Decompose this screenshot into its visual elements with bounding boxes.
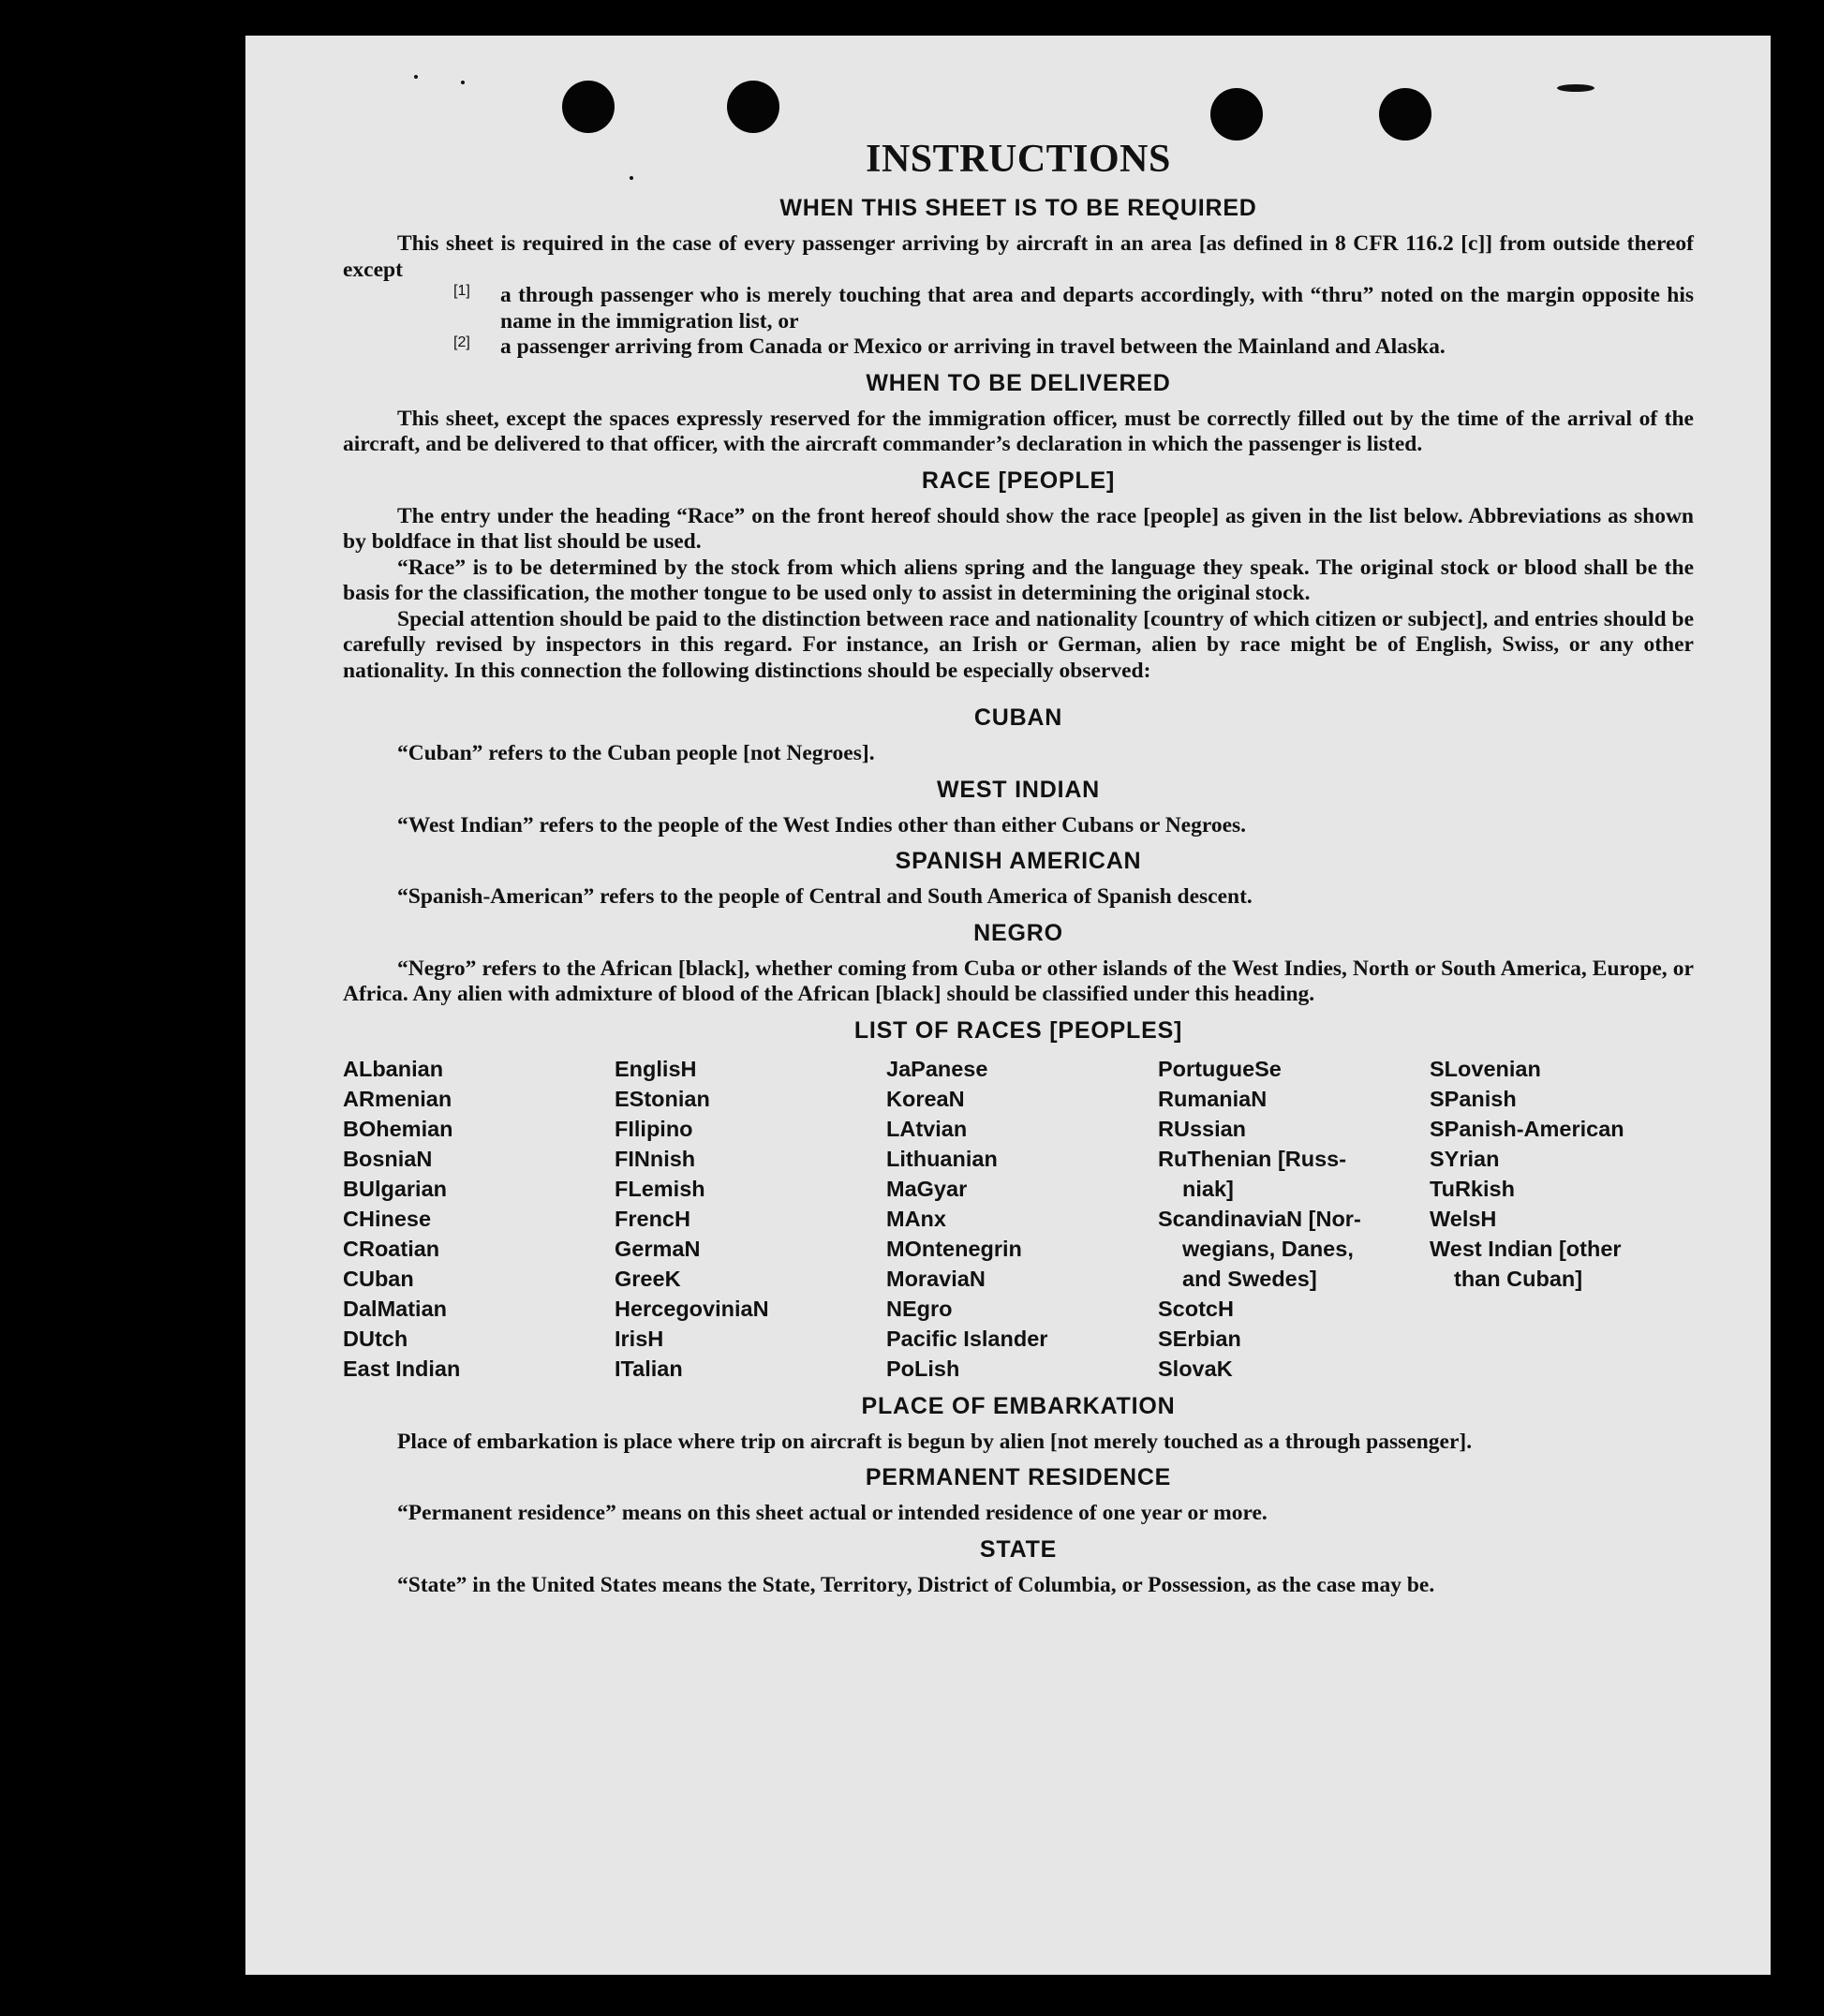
section-heading-race: RACE [PEOPLE] (921, 467, 1116, 494)
race-entry: FrencH (615, 1206, 690, 1231)
race-entry: and Swedes] (1182, 1266, 1317, 1291)
section-heading-cuban: CUBAN (973, 704, 1063, 731)
races-list (343, 1054, 1694, 1384)
race-entry: TuRkish (1430, 1176, 1515, 1201)
race-entry: SPanish-American (1430, 1116, 1624, 1141)
race-entry: ScandinaviaN [Nor- (1158, 1206, 1361, 1231)
race-entry: JaPanese (886, 1056, 988, 1081)
race-entry: MaGyar (886, 1176, 968, 1201)
document-page (245, 36, 1771, 1975)
race-entry: MAnx (886, 1206, 946, 1231)
race-entry: MOntenegrin (886, 1236, 1022, 1261)
race-entry: ALbanian (343, 1056, 444, 1081)
required-intro: This sheet is required in the case of every passenger arriving by aircraft in an area [as defined in 8 CFR 116.2 [c]] from outside thereof except (343, 231, 1694, 282)
section-heading-state: STATE (979, 1535, 1058, 1563)
state-text: “State” in the United States means the State, Territory, District of Columbia, or Possession, as the case may be. (397, 1572, 1435, 1597)
race-entry: CRoatian (343, 1236, 440, 1261)
race-entry: DUtch (343, 1326, 408, 1351)
races-column (615, 1054, 886, 1384)
races-column (1430, 1054, 1694, 1384)
race-entry: SYrian (1430, 1146, 1500, 1171)
race-entry: Lithuanian (886, 1146, 998, 1171)
race-entry: PortugueSe (1158, 1056, 1282, 1081)
races-column (886, 1054, 1158, 1384)
race-entry: than Cuban] (1454, 1266, 1583, 1291)
item-number: [1] (453, 283, 470, 299)
race-entry: RUssian (1158, 1116, 1247, 1141)
print-speck (414, 75, 418, 79)
race-entry: NEgro (886, 1296, 953, 1321)
punch-hole (1379, 88, 1431, 141)
race-paragraph-1: The entry under the heading “Race” on the front hereof should show the race [people] as given in the list below. Abbreviations as shown by boldface in that list should be used. (343, 503, 1694, 554)
race-entry: FIlipino (615, 1116, 693, 1141)
spanish-american-text: “Spanish-American” refers to the people of Central and South America of Spanish descent. (397, 884, 1253, 909)
instructions-content (343, 137, 1694, 1598)
print-speck (461, 81, 465, 84)
race-entry: BOhemian (343, 1116, 453, 1141)
item-number: [2] (453, 334, 470, 350)
section-heading-west-indian: WEST INDIAN (936, 776, 1101, 803)
race-paragraph-3: Special attention should be paid to the distinction between race and nationality [country of which citizen or subject], and entries should be carefully revised by inspectors in this regard. For instance, an Irish or German, alien by race might be of English, Swiss, or any other nationality. In this connection the following distinctions should be especially observed: (343, 606, 1694, 683)
race-entry: ScotcH (1158, 1296, 1234, 1321)
delivered-text: This sheet, except the spaces expressly reserved for the immigration officer, must be correctly filled out by the time of the arrival of the aircraft, and be delivered to that officer, with the aircraft commander’s declaration in which the passenger is listed. (343, 406, 1694, 456)
list-item (453, 283, 1694, 334)
race-entry: SlovaK (1158, 1356, 1233, 1381)
negro-text: “Negro” refers to the African [black], whether coming from Cuba or other islands of the West Indies, North or South America, Europe, or Africa. Any alien with admixture of blood of the African [black] should be classified under this heading. (343, 956, 1694, 1006)
race-entry: West Indian [other (1430, 1236, 1622, 1261)
race-entry: CHinese (343, 1206, 432, 1231)
race-entry: Pacific Islander (886, 1326, 1048, 1351)
race-entry: CUban (343, 1266, 414, 1291)
race-entry: SPanish (1430, 1086, 1517, 1111)
race-entry: PoLish (886, 1356, 960, 1381)
races-column (1158, 1054, 1430, 1384)
races-column (343, 1054, 615, 1384)
section-heading-spanish-american: SPANISH AMERICAN (895, 848, 1142, 874)
race-entry: HercegoviniaN (615, 1296, 769, 1321)
race-paragraph-2: “Race” is to be determined by the stock from which aliens spring and the language they speak. The original stock or blood shall be the basis for the classification, the mother tongue to be used only to assist in determining the original stock. (343, 555, 1694, 605)
race-entry: GreeK (615, 1266, 681, 1291)
race-entry: ITalian (615, 1356, 683, 1381)
section-heading-delivered: WHEN TO BE DELIVERED (866, 369, 1171, 396)
race-entry: RumaniaN (1158, 1086, 1268, 1111)
race-entry: WelsH (1430, 1206, 1497, 1231)
race-entry: SLovenian (1430, 1056, 1541, 1081)
west-indian-text: “West Indian” refers to the people of the West Indies other than either Cubans or Negroes. (397, 812, 1247, 838)
race-entry: BUlgarian (343, 1176, 447, 1201)
race-entry: IrisH (615, 1326, 664, 1351)
page-title: INSTRUCTIONS (866, 138, 1171, 181)
punch-hole (727, 81, 779, 133)
race-entry: SErbian (1158, 1326, 1241, 1351)
list-item (453, 334, 1694, 361)
race-entry: FLemish (615, 1176, 705, 1201)
residence-text: “Permanent residence” means on this sheet actual or intended residence of one year or more. (397, 1501, 1268, 1525)
item-text: a through passenger who is merely touching that area and departs accordingly, with “thru” noted on the margin opposite his name in the immigration list, or (500, 283, 1694, 334)
race-entry: FINnish (615, 1146, 696, 1171)
section-heading-residence: PERMANENT RESIDENCE (865, 1464, 1172, 1490)
race-entry: ARmenian (343, 1086, 452, 1111)
section-heading-races-list: LIST OF RACES [PEOPLES] (853, 1016, 1183, 1044)
punch-hole (562, 81, 615, 133)
print-speck (1557, 84, 1594, 92)
race-entry: GermaN (615, 1236, 701, 1261)
race-entry: DalMatian (343, 1296, 447, 1321)
race-entry: East Indian (343, 1356, 461, 1381)
cuban-text: “Cuban” refers to the Cuban people [not Negroes]. (397, 741, 875, 765)
race-entry: EStonian (615, 1086, 710, 1111)
race-entry: niak] (1182, 1176, 1234, 1201)
race-entry: KoreaN (886, 1086, 965, 1111)
race-entry: MoraviaN (886, 1266, 986, 1291)
race-entry: BosniaN (343, 1146, 433, 1171)
section-heading-required: WHEN THIS SHEET IS TO BE REQUIRED (779, 195, 1257, 221)
race-entry: EnglisH (615, 1056, 697, 1081)
punch-hole (1210, 88, 1263, 141)
section-heading-negro: NEGRO (973, 919, 1063, 946)
race-entry: RuThenian [Russ- (1158, 1146, 1347, 1171)
section-heading-embarkation: PLACE OF EMBARKATION (861, 1392, 1176, 1419)
item-text: a passenger arriving from Canada or Mexico or arriving in travel between the Mainland and Alaska. (500, 334, 1446, 359)
race-entry: wegians, Danes, (1182, 1236, 1354, 1261)
race-entry: LAtvian (886, 1116, 968, 1141)
embarkation-text: Place of embarkation is place where trip on aircraft is begun by alien [not merely touched as a through passenger]. (397, 1429, 1473, 1454)
